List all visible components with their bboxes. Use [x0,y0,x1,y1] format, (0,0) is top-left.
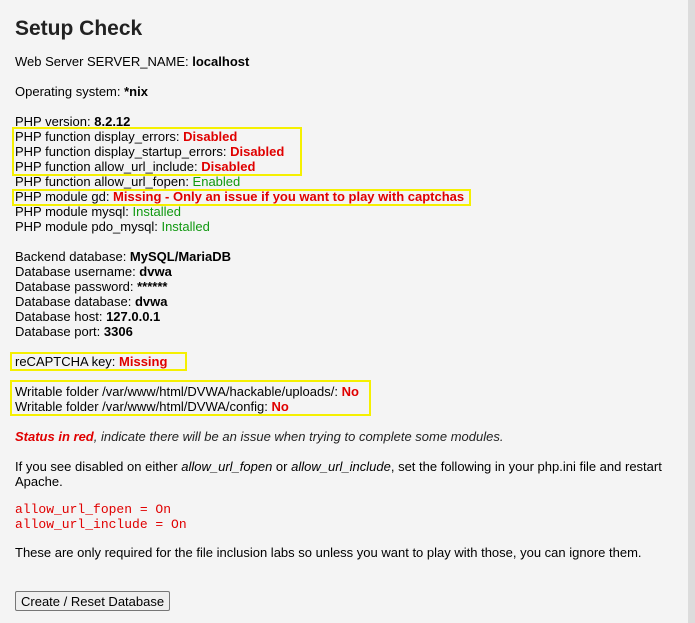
php-row: PHP module pdo_mysql: Installed [15,219,210,234]
writable-folder-row: Writable folder /var/www/html/DVWA/config: No [15,399,289,414]
server-name-label: Web Server SERVER_NAME: [15,54,193,69]
php-row: PHP module mysql: Installed [15,204,181,219]
db-row: Database port: 3306 [15,324,133,339]
recaptcha-row: reCAPTCHA key: Missing [15,354,168,369]
php-row: PHP module gd: Missing - Only an issue if you want to play with captchas [15,189,465,204]
php-row: PHP function allow_url_fopen: Enabled [15,174,241,189]
db-row: Database username: dvwa [15,264,172,279]
status-value: Installed [132,204,181,219]
code-line: allow_url_fopen = On [15,502,172,517]
os-value: *nix [124,84,148,99]
os-row [15,84,148,99]
status-value: Enabled [192,174,241,189]
db-row: Database host: 127.0.0.1 [15,309,161,324]
instructions: If you see disabled on either allow_url_fopen or allow_url_include, set the following in your php.ini file and restart Apache. [15,459,662,489]
php-row: PHP function display_startup_errors: Disabled [15,144,285,159]
status-note: Status in red, indicate there will be an issue when trying to complete some modules. [15,429,504,444]
writable-folder-row: Writable folder /var/www/html/DVWA/hackable/uploads/: No [15,384,359,399]
status-value: Disabled [230,144,285,159]
php-row: PHP function display_errors: Disabled [15,129,238,144]
page-title: Setup Check [15,17,143,40]
create-reset-database-button[interactable]: Create / Reset Database [15,591,170,611]
php-version-value: 8.2.12 [94,114,131,129]
status-value: Disabled [201,159,256,174]
server-name-value: localhost [192,54,250,69]
status-value: Installed [161,219,210,234]
footnote: These are only required for the file inclusion labs so unless you want to play with those, you can ignore them. [15,545,642,560]
status-value: Missing - Only an issue if you want to play with captchas [113,189,465,204]
server-name-row [15,54,249,69]
php-row: PHP function allow_url_include: Disabled [15,159,256,174]
status-value: Disabled [183,129,238,144]
php-row: PHP version: 8.2.12 [15,114,131,129]
db-row: Database password: ****** [15,279,168,294]
db-row: Backend database: MySQL/MariaDB [15,249,232,264]
code-line: allow_url_include = On [15,517,187,532]
scrollbar[interactable] [688,0,695,623]
os-label: Operating system: [15,84,125,99]
db-row: Database database: dvwa [15,294,168,309]
recaptcha-status: Missing [119,354,168,369]
